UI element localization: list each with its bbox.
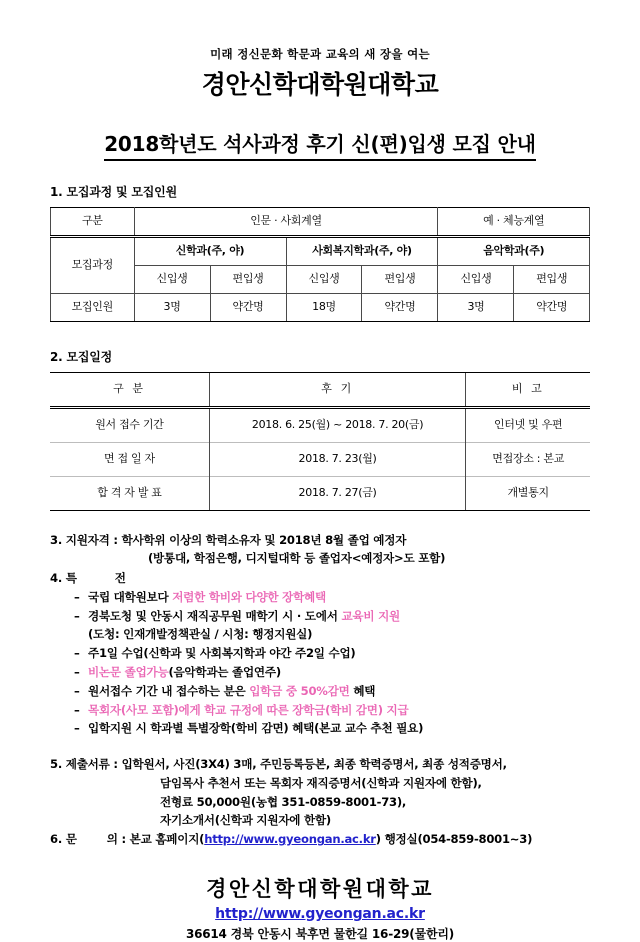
masthead bbox=[50, 0, 590, 100]
dash-marker: – bbox=[74, 683, 80, 698]
cell-note: 면접장소 : 본교 bbox=[466, 442, 590, 476]
cell-quota-2: 18명 bbox=[286, 293, 362, 321]
benefit-subnote bbox=[50, 625, 590, 644]
section3-text: 학사학위 이상의 학력소유자 및 2018년 8월 졸업 예정자 bbox=[121, 532, 407, 547]
dash-marker: – bbox=[74, 721, 80, 736]
table-row bbox=[50, 442, 590, 476]
cell-dept-theology: 신학과(주, 야) bbox=[134, 236, 286, 265]
dash-marker: – bbox=[74, 589, 80, 604]
admissions-schedule-table bbox=[50, 372, 590, 511]
section5-colon: : bbox=[113, 757, 118, 772]
benefit-text-highlight: 저렴한 학비와 다양한 장학혜택 bbox=[172, 589, 326, 604]
benefit-text-plain-2: 혜택 bbox=[349, 683, 376, 698]
cell-quota-1: 약간명 bbox=[210, 293, 286, 321]
cell-division: 원서 접수 기간 bbox=[95, 418, 164, 432]
section4-title-line bbox=[50, 569, 590, 588]
benefit-item bbox=[50, 719, 590, 738]
cell-type-4: 신입생 bbox=[438, 265, 514, 293]
cell-dept-socialwelfare: 사회복지학과(주, 야) bbox=[286, 236, 438, 265]
benefit-text-plain: 국립 대학원보다 bbox=[88, 589, 173, 604]
section3-label: 지원자격 bbox=[65, 532, 110, 547]
benefit-item bbox=[50, 644, 590, 663]
table-row bbox=[50, 407, 590, 442]
cell-quota-0: 3명 bbox=[134, 293, 210, 321]
dash-marker: – bbox=[74, 646, 80, 661]
section4-label2: 전 bbox=[114, 571, 126, 586]
benefit-text-highlight: 비논문 졸업가능 bbox=[88, 665, 169, 680]
cell-quota-3: 약간명 bbox=[362, 293, 438, 321]
section6-suffix: ) 행정실(054-859-8001~3) bbox=[375, 832, 533, 847]
table-row-header bbox=[50, 372, 590, 407]
dash-marker: – bbox=[74, 608, 80, 623]
cell-division-label: 구분 bbox=[51, 207, 135, 236]
cell-schedule: 2018. 7. 27(금) bbox=[209, 476, 466, 510]
section6-number: 6. bbox=[50, 832, 62, 847]
cell-type-5: 편입생 bbox=[514, 265, 590, 293]
cell-division: 면 접 일 자 bbox=[50, 442, 209, 476]
benefit-text-highlight: 교육비 지원 bbox=[341, 608, 400, 623]
section6-label: 문 bbox=[65, 832, 77, 847]
cell-dept-music: 음악학과(주) bbox=[438, 236, 590, 265]
section5-documents bbox=[50, 755, 590, 830]
admissions-quota-table bbox=[50, 207, 590, 322]
benefit-text-plain: (음악학과는 졸업연주) bbox=[168, 665, 281, 680]
benefit-item bbox=[50, 607, 590, 626]
tagline: 미래 정신문화 학문과 교육의 새 장을 여는 bbox=[210, 47, 430, 61]
section5-line-2: 담임목사 추천서 또는 목회자 재직증명서(신학과 지원자에 한함), bbox=[160, 775, 482, 790]
section3-number: 3. bbox=[50, 532, 62, 547]
benefit-text-plain: 입학지원 시 학과별 특별장학(학비 감면) 혜택(본교 교수 추천 필요) bbox=[88, 721, 424, 736]
section3-line-2: (방통대, 학점은행, 디지털대학 등 졸업자<예정자>도 포함) bbox=[148, 551, 446, 566]
section6-label2: 의 bbox=[106, 832, 118, 847]
benefit-text-highlight: 입학금 중 50%감면 bbox=[249, 683, 350, 698]
cell-type-1: 편입생 bbox=[210, 265, 286, 293]
section6-line bbox=[50, 830, 590, 849]
section1-heading: 1. 모집과정 및 모집인원 bbox=[50, 184, 177, 199]
school-name-heading: 경안신학대학원대학교 bbox=[201, 69, 439, 99]
cell-group-humanities: 인문 · 사회계열 bbox=[134, 207, 438, 236]
cell-group-arts: 예 · 체능계열 bbox=[438, 207, 590, 236]
section5-number: 5. bbox=[50, 757, 62, 772]
cell-quota-4: 3명 bbox=[438, 293, 514, 321]
section4-label: 특 bbox=[65, 571, 77, 586]
section3-eligibility bbox=[50, 531, 590, 569]
section6-contact bbox=[50, 830, 590, 849]
section5-line-1 bbox=[50, 755, 590, 774]
cell-type-3: 편입생 bbox=[362, 265, 438, 293]
table-row bbox=[50, 476, 590, 510]
dash-marker: – bbox=[74, 702, 80, 717]
table-row-quota bbox=[51, 293, 590, 321]
benefit-text-plain: 원서접수 기간 내 접수하는 분은 bbox=[88, 683, 250, 698]
cell-quota-label: 모집인원 bbox=[51, 293, 135, 321]
section5-label: 제출서류 bbox=[65, 757, 110, 772]
footer-homepage-link[interactable]: http://www.gyeongan.ac.kr bbox=[215, 906, 425, 923]
cell-course-label: 모집과정 bbox=[51, 236, 135, 293]
cell-quota-5: 약간명 bbox=[514, 293, 590, 321]
section3-colon: : bbox=[113, 532, 118, 547]
cell-type-2: 신입생 bbox=[286, 265, 362, 293]
cell-schedule: 2018. 6. 25(월) ~ 2018. 7. 20(금) bbox=[209, 407, 466, 442]
dash-marker: – bbox=[74, 665, 80, 680]
cell-note: 인터넷 및 우편 bbox=[466, 407, 590, 442]
page-title-text: 2018학년도 석사과정 후기 신(편)입생 모집 안내 bbox=[104, 132, 536, 161]
col-header-schedule: 후 기 bbox=[209, 372, 466, 407]
footer-address: 36614 경북 안동시 북후면 물한길 16-29(물한리) bbox=[185, 927, 455, 942]
section5-line-3: 전형료 50,000원(농협 351-0859-8001-73), bbox=[160, 794, 407, 809]
section6-colon: : bbox=[121, 832, 126, 847]
page-title bbox=[50, 128, 590, 157]
col-header-note: 비 고 bbox=[466, 372, 590, 407]
footer bbox=[50, 877, 590, 942]
section5-line-4: 자기소개서(신학과 지원자에 한함) bbox=[160, 813, 331, 828]
footer-school-name: 경안신학대학원대학교 bbox=[206, 877, 434, 902]
benefit-item bbox=[50, 588, 590, 607]
cell-note: 개별통지 bbox=[466, 476, 590, 510]
benefit-text-plain: 경북도청 및 안동시 재직공무원 매학기 시 · 도에서 bbox=[88, 608, 342, 623]
benefit-item bbox=[50, 682, 590, 701]
section3-line-1 bbox=[50, 531, 590, 550]
benefit-text-plain: 주1일 수업(신학과 및 사회복지학과 야간 주2일 수업) bbox=[88, 646, 356, 661]
table-row-departments bbox=[51, 236, 590, 265]
benefit-item bbox=[50, 701, 590, 720]
section4-number: 4. bbox=[50, 571, 62, 586]
cell-division: 합 격 자 발 표 bbox=[50, 476, 209, 510]
benefit-item bbox=[50, 663, 590, 682]
section2-heading: 2. 모집일정 bbox=[50, 349, 113, 364]
col-header-division: 구 분 bbox=[50, 372, 209, 407]
section6-prefix: 본교 홈페이지( bbox=[129, 832, 205, 847]
cell-type-0: 신입생 bbox=[134, 265, 210, 293]
section5-text: 입학원서, 사진(3X4) 3매, 주민등록등본, 최종 학력증명서, 최종 성적증명서, bbox=[121, 757, 507, 772]
homepage-link[interactable]: http://www.gyeongan.ac.kr bbox=[204, 832, 376, 847]
cell-schedule: 2018. 7. 23(월) bbox=[209, 442, 466, 476]
benefit-subnote-text: (도청: 인재개발정책관실 / 시청: 행정지원실) bbox=[88, 627, 313, 642]
section4-benefits bbox=[50, 569, 590, 738]
table-row-category bbox=[51, 207, 590, 236]
benefit-text-highlight: 목회자(사모 포함)에게 학교 규정에 따른 장학금(학비 감면) 지급 bbox=[88, 702, 409, 717]
